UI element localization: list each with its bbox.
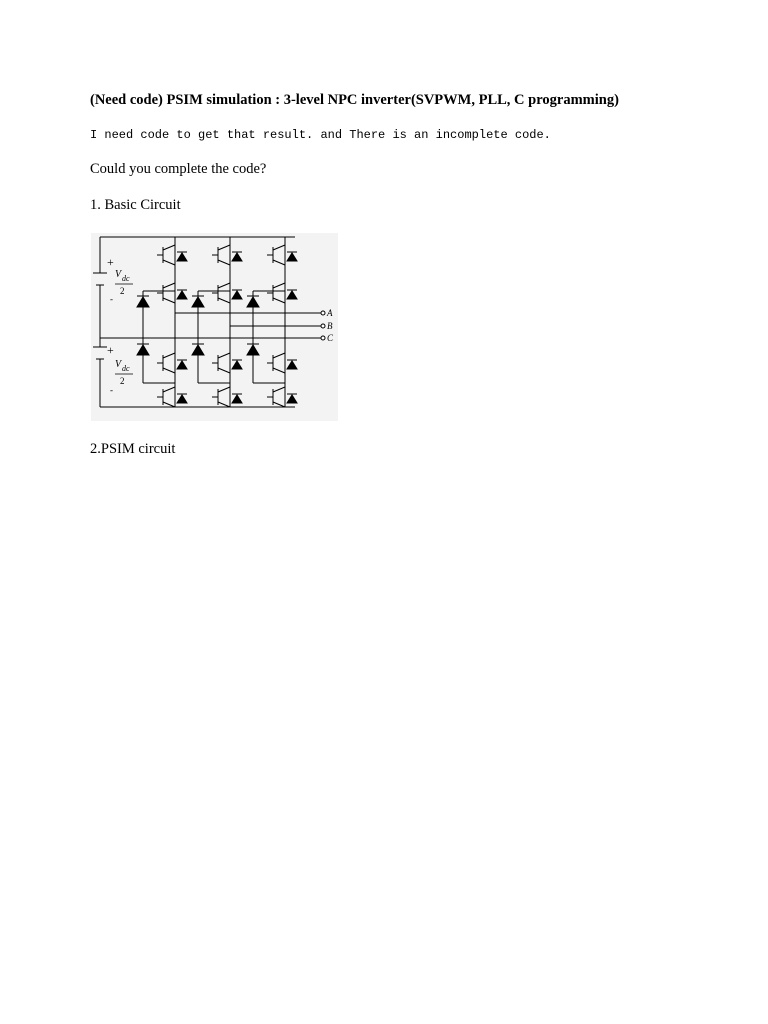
vdc-subscript-top: dc <box>122 274 130 283</box>
npc-inverter-circuit-diagram <box>91 233 338 421</box>
vdc-label-bottom: V <box>115 359 122 370</box>
plus-sign-bottom: + <box>107 343 114 357</box>
section-heading-psim-circuit: 2.PSIM circuit <box>90 441 176 457</box>
plus-sign-top: + <box>107 255 114 269</box>
vdc-subscript-bottom: dc <box>122 364 130 373</box>
page-title: (Need code) PSIM simulation : 3-level NPC inverter(SVPWM, PLL, C programming) <box>90 92 619 108</box>
output-label-b: B <box>327 321 333 331</box>
output-label-c: C <box>327 333 334 343</box>
section-heading-basic-circuit: 1. Basic Circuit <box>90 197 181 213</box>
minus-sign-bottom: - <box>110 385 113 395</box>
question-text: Could you complete the code? <box>90 161 267 177</box>
code-note: I need code to get that result. and There is an incomplete code. <box>90 128 551 142</box>
vdc-divisor-bottom: 2 <box>120 376 125 386</box>
vdc-divisor-top: 2 <box>120 286 125 296</box>
minus-sign-top: - <box>110 294 113 304</box>
vdc-label-top: V <box>115 269 122 280</box>
output-label-a: A <box>327 308 333 318</box>
